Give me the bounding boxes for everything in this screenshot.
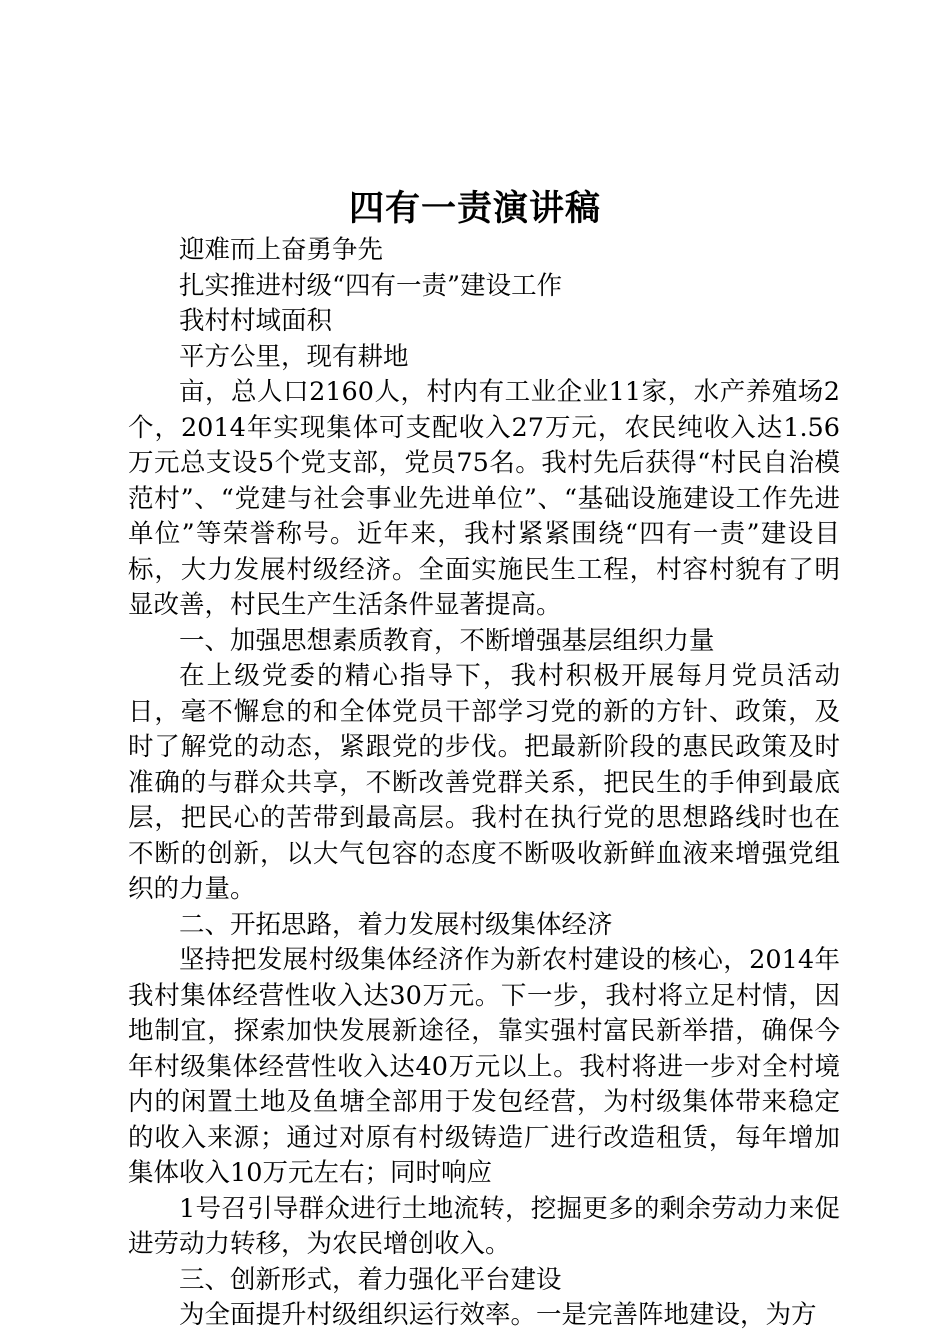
paragraph-7: 坚持把发展村级集体经济作为新农村建设的核心，2014年我村集体经营性收入达30万元。下一步，我村将立足村情，因地制宜，探索加快发展新途径，靠实强村富民新举措，确保今年村级集体经营性收入达40万元以上。我村将进一步对全村境内的闲置土地及鱼塘全部用于发包经营，为村级集体带来稳定的收入来源；通过对原有村级铸造厂进行改造租赁，每年增加集体收入10万元左右；同时响应 (128, 945, 840, 1188)
paragraph-8: 1号召引导群众进行土地流转，挖掘更多的剩余劳动力来促进劳动力转移，为农民增创收入。 (128, 1193, 840, 1259)
document-title: 四有一责演讲稿 (348, 188, 601, 229)
document-body (128, 233, 840, 1334)
section-heading-3: 三、创新形式，着力强化平台建设 (179, 1264, 562, 1295)
paragraph-4: 平方公里，现有耕地 (179, 341, 409, 372)
paragraph-1: 迎难而上奋勇争先 (179, 235, 384, 265)
section-heading-1: 一、加强思想素质教育，不断增强基层组织力量 (179, 625, 715, 656)
paragraph-3: 我村村域面积 (179, 306, 333, 336)
section-heading-2: 二、开拓思路，着力发展村级集体经济 (179, 909, 613, 940)
paragraph-6: 在上级党委的精心指导下，我村积极开展每月党员活动日，毫不懈怠的和全体党员干部学习党的新的方针、政策，及时了解党的动态，紧跟党的步伐。把最新阶段的惠民政策及时准确的与群众共享，不断改善党群关系，把民生的手伸到最底层，把民心的苦带到最高层。我村在执行党的思想路线时也在不断的创新，以大气包容的态度不断吸收新鲜血液来增强党组织的力量。 (128, 661, 840, 904)
paragraph-9: 为全面提升村级组织运行效率。一是完善阵地建设，为方 (179, 1300, 817, 1330)
paragraph-2: 扎实推进村级“四有一责”建设工作 (179, 270, 563, 301)
paragraph-5: 亩，总人口2160人，村内有工业企业11家，水产养殖场2个，2014年实现集体可支配收入27万元，农民纯收入达1.56万元总支设5个党支部，党员75名。我村先后获得“村民自治模范村”、“党建与社会事业先进单位”、“基础设施建设工作先进单位”等荣誉称号。近年来，我村紧紧围绕“四有一责”建设目标，大力发展村级经济。全面实施民生工程，村容村貌有了明显改善，村民生产生活条件显著提高。 (128, 377, 840, 620)
